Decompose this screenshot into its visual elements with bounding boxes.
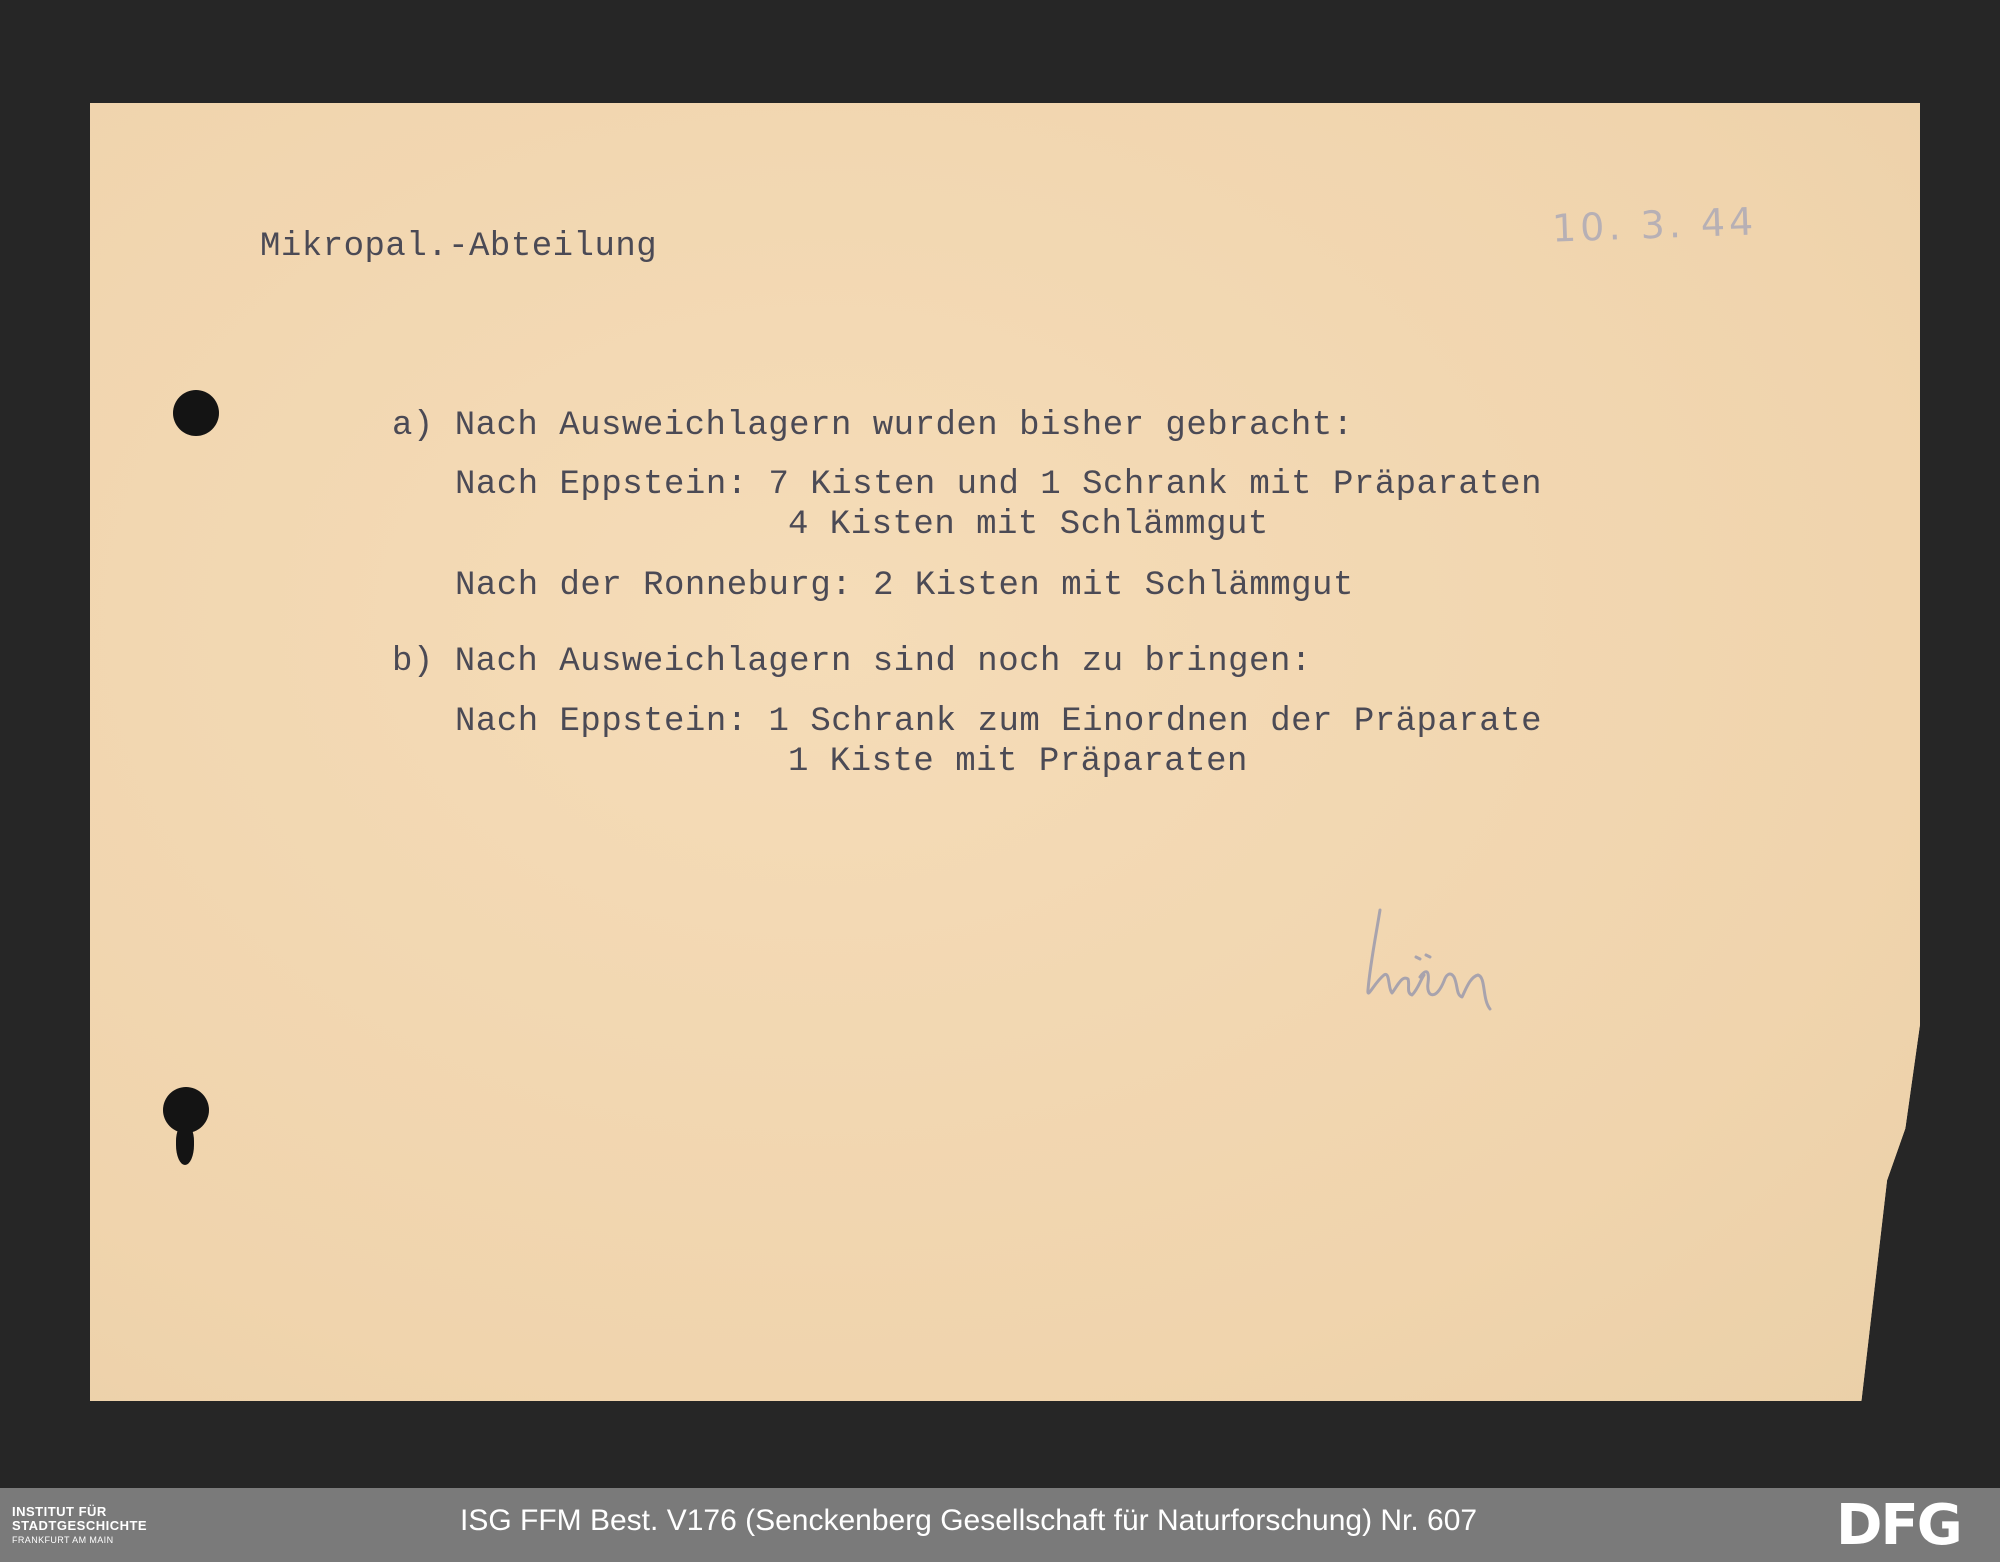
section-a-eppstein-line1: Nach Eppstein: 7 Kisten und 1 Schrank mit Präparaten — [455, 466, 1542, 504]
punch-hole-top — [173, 390, 219, 436]
section-a-heading: a) Nach Ausweichlagern wurden bisher gebracht: — [392, 407, 1354, 445]
handwritten-signature — [1340, 905, 1510, 1035]
department-heading: Mikropal.-Abteilung — [260, 228, 658, 266]
section-a-eppstein-line2: 4 Kisten mit Schlämmgut — [788, 506, 1269, 544]
section-a-ronneburg-line: Nach der Ronneburg: 2 Kisten mit Schlämmgut — [455, 567, 1354, 605]
institute-logo-line1: INSTITUT FÜR — [12, 1504, 107, 1519]
handwritten-date: 10. 3. 44 — [1551, 199, 1758, 251]
institute-logo-line3: FRANKFURT AM MAIN — [12, 1535, 114, 1545]
institute-logo-line2: STADTGESCHICHTE — [12, 1518, 148, 1533]
section-b-heading: b) Nach Ausweichlagern sind noch zu bringen: — [392, 643, 1312, 681]
dfg-logo: DFG — [1836, 1493, 1961, 1558]
punch-hole-tear — [176, 1125, 194, 1165]
section-b-eppstein-line2: 1 Kiste mit Präparaten — [788, 743, 1248, 781]
archive-caption: ISG FFM Best. V176 (Senckenberg Gesellschaft für Naturforschung) Nr. 607 — [460, 1504, 1478, 1537]
archive-footer-bar — [0, 1488, 2000, 1562]
institute-logo — [12, 1505, 147, 1547]
section-b-eppstein-line1: Nach Eppstein: 1 Schrank zum Einordnen der Präparate — [455, 703, 1542, 741]
